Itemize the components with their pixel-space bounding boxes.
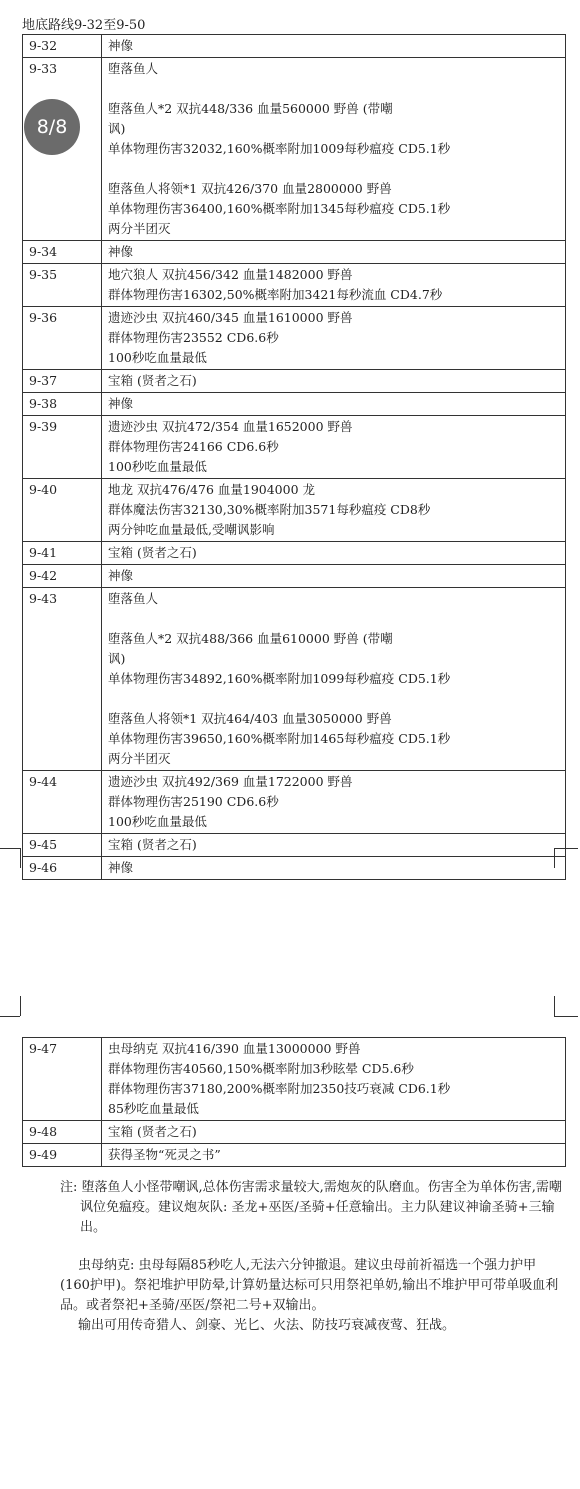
content-line: 神像 xyxy=(108,568,134,583)
crop-mark xyxy=(554,848,555,868)
content-line: 获得圣物“死灵之书” xyxy=(108,1147,221,1162)
table-row xyxy=(23,1144,566,1167)
table-row xyxy=(23,565,566,588)
level-content xyxy=(102,1144,566,1167)
table-row xyxy=(23,479,566,542)
content-line: 两分半团灭 xyxy=(108,751,171,766)
level-content xyxy=(102,1038,566,1121)
table-row xyxy=(23,370,566,393)
content-line xyxy=(108,79,559,99)
level-id: 9-32 xyxy=(23,35,102,58)
content-line: 85秒吃血量最低 xyxy=(108,1101,199,1116)
table-row xyxy=(23,241,566,264)
table-row xyxy=(23,1121,566,1144)
content-line: 堕落鱼人将领*1 双抗426/370 血量2800000 野兽 xyxy=(108,181,392,196)
table-row xyxy=(23,1038,566,1121)
page-title: 地底路线9-32至9-50 xyxy=(22,18,146,33)
content-line: 讽) xyxy=(108,651,126,666)
level-id: 9-33 xyxy=(23,58,102,241)
route-table-bottom xyxy=(22,1037,566,1167)
content-line: 遗迹沙虫 双抗492/369 血量1722000 野兽 xyxy=(108,774,353,789)
content-line: 单体物理伤害36400,160%概率附加1345每秒瘟疫 CD5.1秒 xyxy=(108,201,451,216)
content-line: 两分钟吃血量最低,受嘲讽影响 xyxy=(108,522,275,537)
table-row xyxy=(23,542,566,565)
crop-mark xyxy=(20,996,21,1016)
level-id: 9-39 xyxy=(23,416,102,479)
level-content xyxy=(102,834,566,857)
level-id: 9-44 xyxy=(23,771,102,834)
route-table-top xyxy=(22,34,566,880)
content-line: 群体物理伤害25190 CD6.6秒 xyxy=(108,794,279,809)
content-line: 群体魔法伤害32130,30%概率附加3571每秒瘟疫 CD8秒 xyxy=(108,502,431,517)
table-row xyxy=(23,58,566,241)
content-line: 堕落鱼人将领*1 双抗464/403 血量3050000 野兽 xyxy=(108,711,392,726)
level-content xyxy=(102,35,566,58)
level-content xyxy=(102,588,566,771)
content-line: 群体物理伤害40560,150%概率附加3秒眩晕 CD5.6秒 xyxy=(108,1061,414,1076)
table-row xyxy=(23,588,566,771)
crop-mark xyxy=(554,848,578,849)
level-content xyxy=(102,307,566,370)
level-id: 9-48 xyxy=(23,1121,102,1144)
content-line: 两分半团灭 xyxy=(108,221,171,236)
table-row xyxy=(23,771,566,834)
level-content xyxy=(102,241,566,264)
level-content xyxy=(102,565,566,588)
level-id: 9-36 xyxy=(23,307,102,370)
notes-section xyxy=(22,1178,562,1336)
content-line: 遗迹沙虫 双抗460/345 血量1610000 野兽 xyxy=(108,310,353,325)
level-id: 9-41 xyxy=(23,542,102,565)
table-row xyxy=(23,393,566,416)
level-id: 9-49 xyxy=(23,1144,102,1167)
content-line: 单体物理伤害34892,160%概率附加1099每秒瘟疫 CD5.1秒 xyxy=(108,671,451,686)
content-line: 地穴狼人 双抗456/342 血量1482000 野兽 xyxy=(108,267,353,282)
level-id: 9-42 xyxy=(23,565,102,588)
content-line: 堕落鱼人 xyxy=(108,61,159,76)
level-content xyxy=(102,542,566,565)
content-line: 单体物理伤害39650,160%概率附加1465每秒瘟疫 CD5.1秒 xyxy=(108,731,451,746)
content-line: 堕落鱼人*2 双抗448/336 血量560000 野兽 (带嘲 xyxy=(108,101,393,116)
level-content xyxy=(102,479,566,542)
content-line: 神像 xyxy=(108,244,134,259)
crop-mark xyxy=(20,848,21,868)
content-line: 神像 xyxy=(108,860,134,875)
note-murloc: 注: 堕落鱼人小怪带嘲讽,总体伤害需求量较大,需炮灰的队磨血。伤害全为单体伤害,需嘲讽位免瘟疫。建议炮灰队: 圣龙+巫医/圣骑+任意输出。主力队建议神谕圣骑+三输出。 xyxy=(60,1180,562,1235)
level-content xyxy=(102,1121,566,1144)
content-line: 讽) xyxy=(108,121,126,136)
content-line: 宝箱 (贤者之石) xyxy=(108,373,197,388)
crop-mark xyxy=(554,996,555,1016)
level-content xyxy=(102,416,566,479)
content-line: 群体物理伤害23552 CD6.6秒 xyxy=(108,330,279,345)
level-id: 9-43 xyxy=(23,588,102,771)
level-id: 9-40 xyxy=(23,479,102,542)
level-id: 9-35 xyxy=(23,264,102,307)
content-line: 群体物理伤害24166 CD6.6秒 xyxy=(108,439,279,454)
page-indicator-badge[interactable]: 8/8 xyxy=(24,99,80,155)
content-line: 地龙 双抗476/476 血量1904000 龙 xyxy=(108,482,316,497)
content-line xyxy=(108,609,559,629)
content-line: 宝箱 (贤者之石) xyxy=(108,1124,197,1139)
level-id: 9-38 xyxy=(23,393,102,416)
level-content xyxy=(102,393,566,416)
content-line: 宝箱 (贤者之石) xyxy=(108,545,197,560)
table-row xyxy=(23,307,566,370)
crop-mark xyxy=(554,1016,578,1017)
table-row xyxy=(23,857,566,880)
content-line: 宝箱 (贤者之石) xyxy=(108,837,197,852)
content-line: 100秒吃血量最低 xyxy=(108,459,207,474)
note-broodmother: 虫母纳克: 虫母每隔85秒吃人,无法六分钟撤退。建议虫母前祈福选一个强力护甲 (160护甲)。祭祀堆护甲防晕,计算奶量达标可只用祭祀单奶,输出不堆护甲可带单吸血利品。或者祭祀+圣骑/巫医/祭祀二号+双输出。 xyxy=(60,1258,559,1313)
level-content xyxy=(102,264,566,307)
content-line: 堕落鱼人 xyxy=(108,591,159,606)
content-line: 100秒吃血量最低 xyxy=(108,350,207,365)
level-content xyxy=(102,771,566,834)
content-line: 遗迹沙虫 双抗472/354 血量1652000 野兽 xyxy=(108,419,353,434)
content-line: 100秒吃血量最低 xyxy=(108,814,207,829)
content-line: 堕落鱼人*2 双抗488/366 血量610000 野兽 (带嘲 xyxy=(108,631,393,646)
table-row xyxy=(23,416,566,479)
level-content xyxy=(102,58,566,241)
crop-mark xyxy=(0,848,20,849)
level-id: 9-47 xyxy=(23,1038,102,1121)
table-row xyxy=(23,35,566,58)
content-line xyxy=(108,689,559,709)
table-row xyxy=(23,834,566,857)
table-row xyxy=(23,264,566,307)
level-content xyxy=(102,370,566,393)
note-dps: 输出可用传奇猎人、剑豪、光匕、火法、防技巧衰减夜莺、狂战。 xyxy=(78,1318,456,1333)
crop-mark xyxy=(0,1016,20,1017)
level-content xyxy=(102,857,566,880)
content-line xyxy=(108,159,559,179)
level-id: 9-45 xyxy=(23,834,102,857)
level-id: 9-37 xyxy=(23,370,102,393)
level-id: 9-46 xyxy=(23,857,102,880)
content-line: 单体物理伤害32032,160%概率附加1009每秒瘟疫 CD5.1秒 xyxy=(108,141,451,156)
content-line: 群体物理伤害16302,50%概率附加3421每秒流血 CD4.7秒 xyxy=(108,287,443,302)
content-line: 神像 xyxy=(108,38,134,53)
content-line: 群体物理伤害37180,200%概率附加2350技巧衰减 CD6.1秒 xyxy=(108,1081,451,1096)
content-line: 虫母纳克 双抗416/390 血量13000000 野兽 xyxy=(108,1041,361,1056)
content-line: 神像 xyxy=(108,396,134,411)
level-id: 9-34 xyxy=(23,241,102,264)
